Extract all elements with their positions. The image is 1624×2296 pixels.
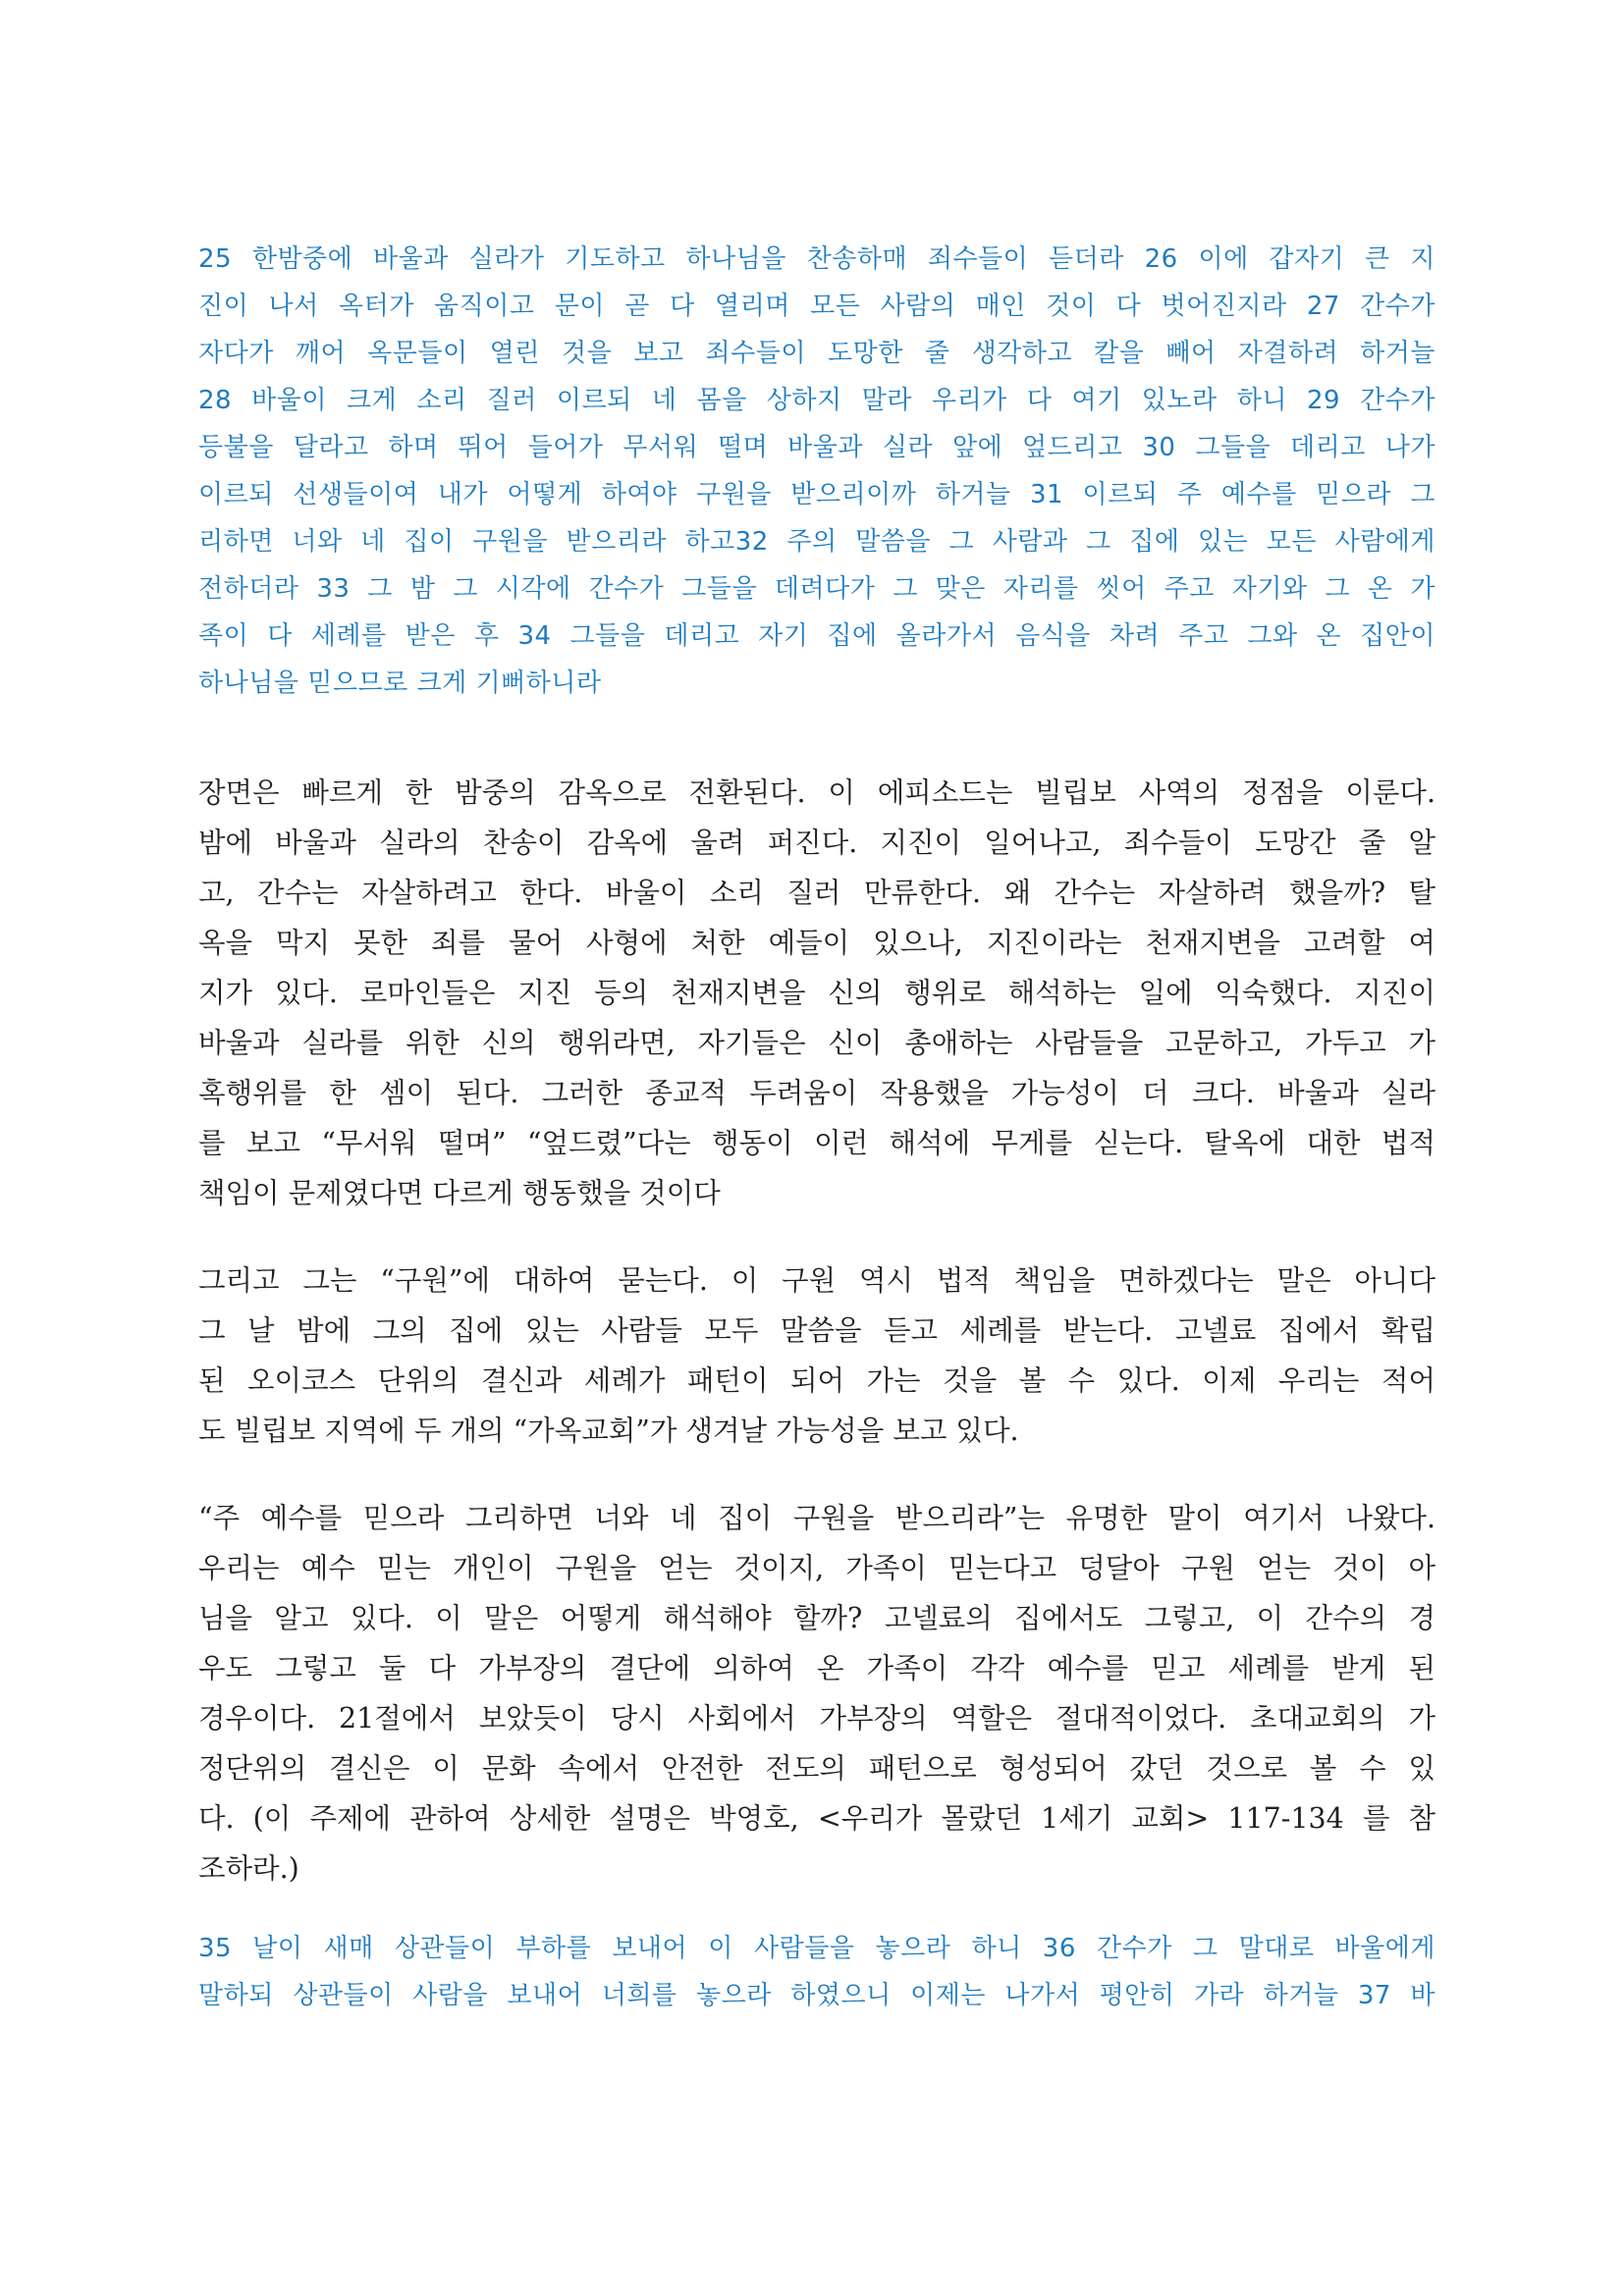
page-content — [198, 236, 1435, 2019]
paragraph-line: 우리는 예수 믿는 개인이 구원을 얻는 것이지, 가족이 믿는다고 덩달아 구원 얻는 것이 아 — [198, 1552, 1435, 1584]
scripture-line: 이르되 선생들이여 내가 어떻게 하여야 구원을 받으리이까 하거늘 31 이르되 주 예수를 믿으라 그 — [198, 480, 1435, 509]
scripture-line: 하나님을 믿으므로 크게 기뻐하니라 — [198, 668, 602, 698]
scripture-line: 전하더라 33 그 밤 그 시각에 간수가 그들을 데려다가 그 맞은 자리를 씻어 주고 자기와 그 온 가 — [198, 574, 1435, 604]
paragraph-line: 그리고 그는 “구원”에 대하여 묻는다. 이 구원 역시 법적 책임을 면하겠다는 말은 아니다 — [198, 1264, 1435, 1297]
scripture-line: 진이 나서 옥터가 움직이고 문이 곧 다 열리며 모든 사람의 매인 것이 다 벗어진지라 27 간수가 — [198, 292, 1435, 321]
commentary-paragraph-2 — [198, 1255, 1435, 1456]
paragraph-line: 그 날 밤에 그의 집에 있는 사람들 모두 말씀을 듣고 세례를 받는다. 고넬료 집에서 확립 — [198, 1314, 1435, 1347]
scripture-line: 자다가 깨어 옥문들이 열린 것을 보고 죄수들이 도망한 줄 생각하고 칼을 빼어 자결하려 하거늘 — [198, 339, 1435, 368]
scripture-line: 말하되 상관들이 사람을 보내어 너희를 놓으라 하였으니 이제는 나가서 평안히 가라 하거늘 37 바 — [198, 1981, 1435, 2010]
paragraph-line: 님을 알고 있다. 이 말은 어떻게 해석해야 할까? 고넬료의 집에서도 그렇고, 이 간수의 경 — [198, 1602, 1435, 1634]
spacer — [198, 1456, 1435, 1493]
paragraph-line: “주 예수를 믿으라 그리하면 너와 네 집이 구원을 받으리라”는 유명한 말이 여기서 나왔다. — [198, 1502, 1435, 1534]
paragraph-line: 도 빌립보 지역에 두 개의 “가옥교회”가 생겨날 가능성을 보고 있다. — [198, 1415, 1019, 1447]
scripture-line: 35 날이 새매 상관들이 부하를 보내어 이 사람들을 놓으라 하니 36 간수가 그 말대로 바울에게 — [198, 1934, 1435, 1963]
paragraph-line: 책임이 문제였다면 다르게 행동했을 것이다 — [198, 1177, 721, 1209]
scripture-line: 28 바울이 크게 소리 질러 이르되 네 몸을 상하지 말라 우리가 다 여기 있노라 하니 29 간수가 — [198, 386, 1435, 415]
paragraph-line: 다. (이 주제에 관하여 상세한 설명은 박영호, <우리가 몰랐던 1세기 교회> 117-134 를 참 — [198, 1802, 1435, 1835]
spacer — [198, 1894, 1435, 1925]
scripture-line: 리하면 너와 네 집이 구원을 받으리라 하고32 주의 말씀을 그 사람과 그 집에 있는 모든 사람에게 — [198, 527, 1435, 557]
paragraph-line: 바울과 실라를 위한 신의 행위라면, 자기들은 신이 총애하는 사람들을 고문하고, 가두고 가 — [198, 1027, 1435, 1059]
commentary-paragraph-3 — [198, 1493, 1435, 1894]
paragraph-line: 장면은 빠르게 한 밤중의 감옥으로 전환된다. 이 에피소드는 빌립보 사역의 정점을 이룬다. — [198, 776, 1435, 809]
paragraph-line: 고, 간수는 자살하려고 한다. 바울이 소리 질러 만류한다. 왜 간수는 자살하려 했을까? 탈 — [198, 877, 1435, 909]
paragraph-line: 혹행위를 한 셈이 된다. 그러한 종교적 두려움이 작용했을 가능성이 더 크다. 바울과 실라 — [198, 1077, 1435, 1109]
scripture-passage-bottom — [198, 1925, 1435, 2019]
paragraph-line: 경우이다. 21절에서 보았듯이 당시 사회에서 가부장의 역할은 절대적이었다. 초대교회의 가 — [198, 1702, 1435, 1735]
paragraph-line: 밤에 바울과 실라의 찬송이 감옥에 울려 퍼진다. 지진이 일어나고, 죄수들이 도망간 줄 알 — [198, 827, 1435, 859]
scripture-passage-top — [198, 236, 1435, 707]
spacer — [198, 707, 1435, 768]
paragraph-line: 를 보고 “무서워 떨며” “엎드렸”다는 행동이 이런 해석에 무게를 싣는다. 탈옥에 대한 법적 — [198, 1127, 1435, 1159]
paragraph-line: 지가 있다. 로마인들은 지진 등의 천재지변을 신의 행위로 해석하는 일에 익숙했다. 지진이 — [198, 977, 1435, 1009]
scripture-line: 등불을 달라고 하며 뛰어 들어가 무서워 떨며 바울과 실라 앞에 엎드리고 30 그들을 데리고 나가 — [198, 433, 1435, 462]
paragraph-line: 된 오이코스 단위의 결신과 세례가 패턴이 되어 가는 것을 볼 수 있다. 이제 우리는 적어 — [198, 1364, 1435, 1397]
paragraph-line: 우도 그렇고 둘 다 가부장의 결단에 의하여 온 가족이 각각 예수를 믿고 세례를 받게 된 — [198, 1652, 1435, 1684]
paragraph-line: 옥을 막지 못한 죄를 물어 사형에 처한 예들이 있으나, 지진이라는 천재지변을 고려할 여 — [198, 927, 1435, 959]
scripture-line: 25 한밤중에 바울과 실라가 기도하고 하나님을 찬송하매 죄수들이 듣더라 26 이에 갑자기 큰 지 — [198, 244, 1435, 274]
commentary-paragraph-1 — [198, 768, 1435, 1218]
paragraph-line: 조하라.) — [198, 1852, 299, 1885]
paragraph-line: 정단위의 결신은 이 문화 속에서 안전한 전도의 패턴으로 형성되어 갔던 것으로 볼 수 있 — [198, 1752, 1435, 1785]
scripture-line: 족이 다 세례를 받은 후 34 그들을 데리고 자기 집에 올라가서 음식을 차려 주고 그와 온 집안이 — [198, 621, 1435, 651]
spacer — [198, 1218, 1435, 1255]
